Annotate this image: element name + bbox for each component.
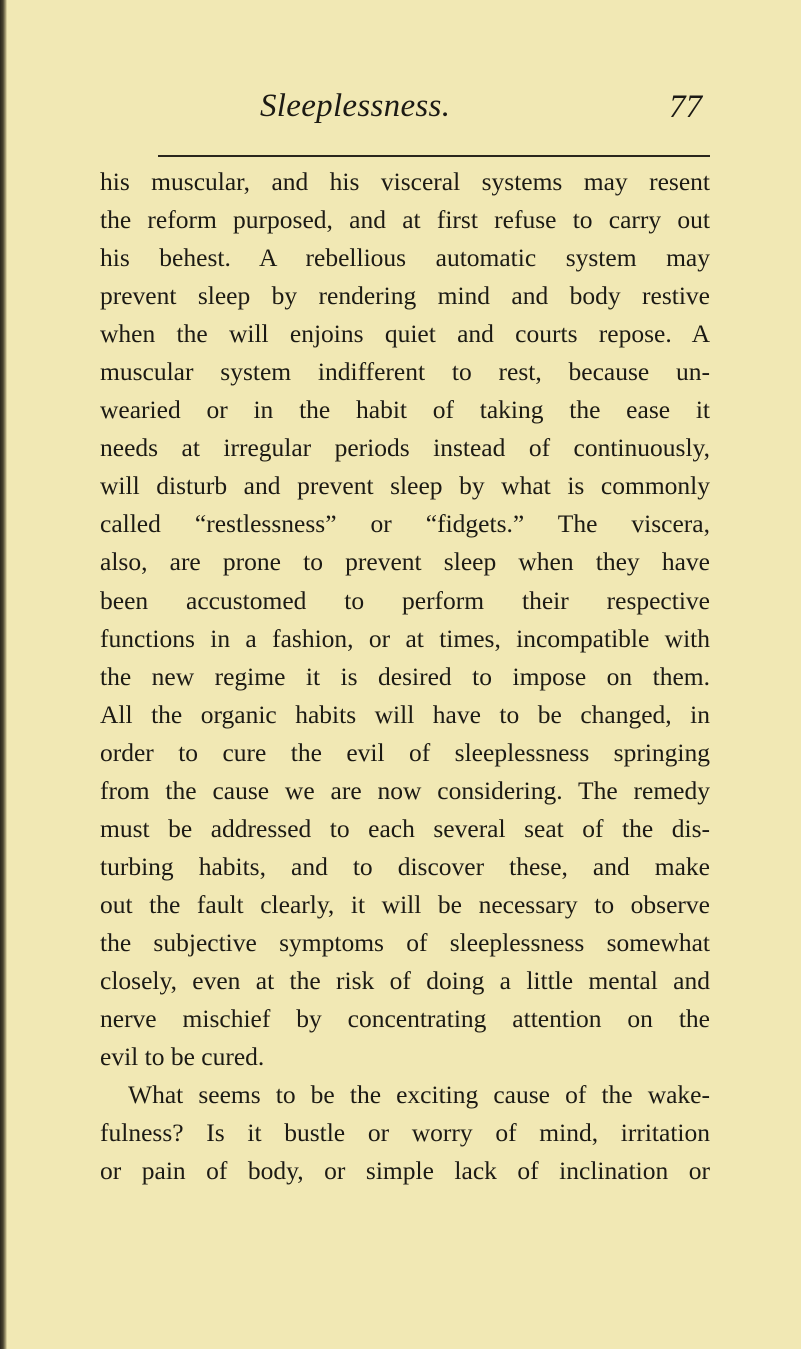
text-line: All the organic habits will have to be changed, in: [100, 699, 710, 729]
text-line: the reform purposed, and at first refuse to carry out: [100, 205, 710, 235]
page-number: 77: [669, 89, 702, 125]
body-text: [100, 163, 710, 1190]
text-line: nerve mischief by concentrating attention on the: [100, 1004, 710, 1034]
text-line: been accustomed to perform their respective: [100, 585, 710, 615]
text-line: prevent sleep by rendering mind and body restive: [100, 281, 710, 311]
text-line: muscular system indifferent to rest, because un-: [100, 357, 710, 387]
text-line: the subjective symptoms of sleeplessness somewhat: [100, 927, 710, 957]
page-header: [100, 86, 710, 136]
text-line: What seems to be the exciting cause of the wake-: [128, 1080, 710, 1110]
text-line: his behest. A rebellious automatic system may: [100, 243, 710, 273]
text-line: evil to be cured.: [100, 1042, 265, 1072]
text-line: also, are prone to prevent sleep when they have: [100, 547, 710, 577]
text-line: closely, even at the risk of doing a little mental and: [100, 965, 710, 995]
text-line: called “restlessness” or “fidgets.” The viscera,: [100, 509, 710, 539]
text-line: out the fault clearly, it will be necessary to observe: [100, 889, 710, 919]
text-line: the new regime it is desired to impose on them.: [100, 661, 710, 691]
text-line: or pain of body, or simple lack of inclination or: [100, 1156, 710, 1186]
text-line: order to cure the evil of sleeplessness springing: [100, 737, 710, 767]
text-line: needs at irregular periods instead of continuously,: [100, 433, 710, 463]
page-binding-edge: [0, 0, 7, 1349]
text-line: his muscular, and his visceral systems may resent: [100, 167, 710, 196]
text-line: turbing habits, and to discover these, and make: [100, 851, 710, 881]
text-line: when the will enjoins quiet and courts repose. A: [100, 319, 710, 349]
text-line: wearied or in the habit of taking the ease it: [100, 395, 710, 425]
text-line: fulness? Is it bustle or worry of mind, irritation: [100, 1118, 710, 1148]
running-title: Sleeplessness.: [260, 88, 451, 124]
text-line: must be addressed to each several seat of the dis-: [100, 813, 710, 843]
text-line: will disturb and prevent sleep by what is commonly: [100, 471, 710, 501]
text-line: functions in a fashion, or at times, incompatible with: [100, 623, 710, 653]
header-rule: [158, 155, 710, 157]
text-line: from the cause we are now considering. The remedy: [100, 775, 710, 805]
